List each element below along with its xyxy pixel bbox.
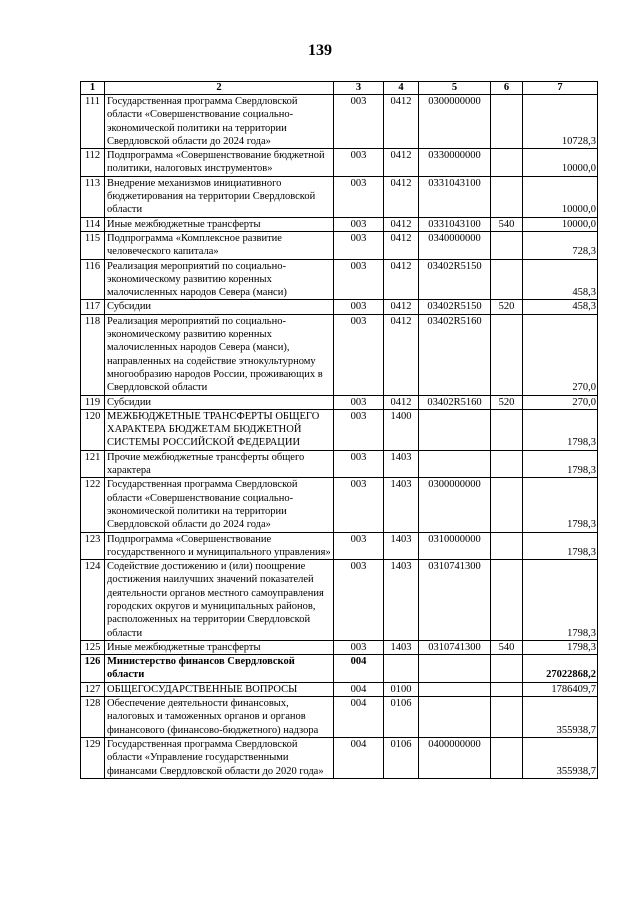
row-name: Прочие межбюджетные трансферты общего характера [105, 450, 334, 478]
col-header-3: 3 [334, 82, 384, 95]
table-row [81, 640, 598, 654]
row-name: Содействие достижению и (или) поощрение достижения наилучших значений показателей деятельности органов местного самоуправления городских округов и муниципальных районов, расположенных на территории Свердловской области [105, 560, 334, 641]
row-number: 122 [81, 478, 105, 532]
row-name: Внедрение механизмов инициативного бюджетирования на территории Свердловской области [105, 176, 334, 217]
row-code-3: 003 [334, 532, 384, 560]
row-code-5: 03402R5150 [419, 300, 491, 314]
row-number: 115 [81, 231, 105, 259]
row-code-6 [491, 560, 523, 641]
row-code-5: 03402R5150 [419, 259, 491, 300]
row-code-4: 0412 [384, 300, 419, 314]
row-code-3: 003 [334, 217, 384, 231]
table-body [81, 95, 598, 779]
row-code-6 [491, 95, 523, 149]
row-code-5: 03402R5160 [419, 314, 491, 395]
row-code-6 [491, 737, 523, 778]
row-amount: 1786409,7 [523, 682, 598, 696]
row-amount: 10000,0 [523, 149, 598, 177]
row-code-5: 0331043100 [419, 176, 491, 217]
table-row [81, 231, 598, 259]
row-code-4: 1403 [384, 450, 419, 478]
row-code-4: 0412 [384, 231, 419, 259]
col-header-6: 6 [491, 82, 523, 95]
row-code-6 [491, 409, 523, 450]
row-amount: 458,3 [523, 300, 598, 314]
row-number: 118 [81, 314, 105, 395]
row-code-6 [491, 682, 523, 696]
col-header-4: 4 [384, 82, 419, 95]
row-code-5: 0300000000 [419, 95, 491, 149]
row-code-3: 003 [334, 149, 384, 177]
row-name: Государственная программа Свердловской области «Управление государственными финансами Свердловской области до 2020 года» [105, 737, 334, 778]
row-code-3: 003 [334, 176, 384, 217]
row-code-3: 003 [334, 259, 384, 300]
budget-table [80, 81, 598, 779]
table-row [81, 217, 598, 231]
row-number: 119 [81, 395, 105, 409]
row-code-3: 003 [334, 450, 384, 478]
row-code-3: 003 [334, 560, 384, 641]
row-code-4: 0412 [384, 95, 419, 149]
row-number: 126 [81, 655, 105, 683]
table-row [81, 176, 598, 217]
row-code-3: 004 [334, 737, 384, 778]
row-name: Государственная программа Свердловской области «Совершенствование социально-экономической политики на территории Свердловской области до 2024 года» [105, 478, 334, 532]
row-code-5: 0310741300 [419, 560, 491, 641]
row-code-5: 0330000000 [419, 149, 491, 177]
row-code-6 [491, 532, 523, 560]
row-code-4: 1403 [384, 478, 419, 532]
row-code-5: 0300000000 [419, 478, 491, 532]
col-header-1: 1 [81, 82, 105, 95]
row-code-5: 0310000000 [419, 532, 491, 560]
table-row [81, 149, 598, 177]
col-header-5: 5 [419, 82, 491, 95]
row-amount: 355938,7 [523, 697, 598, 738]
row-code-4: 1403 [384, 532, 419, 560]
table-row [81, 395, 598, 409]
row-code-5: 0400000000 [419, 737, 491, 778]
table-row [81, 259, 598, 300]
table-row [81, 655, 598, 683]
row-amount: 270,0 [523, 395, 598, 409]
row-amount: 728,3 [523, 231, 598, 259]
row-number: 128 [81, 697, 105, 738]
row-code-4: 0412 [384, 259, 419, 300]
row-number: 127 [81, 682, 105, 696]
row-number: 123 [81, 532, 105, 560]
row-code-4: 0100 [384, 682, 419, 696]
row-code-4: 0106 [384, 737, 419, 778]
row-amount: 10000,0 [523, 217, 598, 231]
row-amount: 1798,3 [523, 450, 598, 478]
row-code-5: 03402R5160 [419, 395, 491, 409]
table-row [81, 697, 598, 738]
row-name: Подпрограмма «Комплексное развитие человеческого капитала» [105, 231, 334, 259]
row-code-4: 0412 [384, 176, 419, 217]
row-code-4: 0106 [384, 697, 419, 738]
row-code-3: 003 [334, 395, 384, 409]
row-code-6 [491, 231, 523, 259]
row-code-4 [384, 655, 419, 683]
row-code-4: 0412 [384, 217, 419, 231]
row-number: 114 [81, 217, 105, 231]
row-code-6 [491, 149, 523, 177]
row-name: Реализация мероприятий по социально-экономическому развитию коренных малочисленных народов Севера (манси) [105, 259, 334, 300]
table-row [81, 95, 598, 149]
row-amount: 27022868,2 [523, 655, 598, 683]
table-row [81, 682, 598, 696]
row-code-3: 003 [334, 300, 384, 314]
row-name: Подпрограмма «Совершенствование государственного и муниципального управления» [105, 532, 334, 560]
row-code-3: 004 [334, 697, 384, 738]
table-row [81, 409, 598, 450]
row-code-6: 520 [491, 395, 523, 409]
row-code-5 [419, 697, 491, 738]
row-code-6 [491, 450, 523, 478]
row-number: 117 [81, 300, 105, 314]
row-name: Подпрограмма «Совершенствование бюджетной политики, налоговых инструментов» [105, 149, 334, 177]
row-code-4: 0412 [384, 314, 419, 395]
table-row [81, 737, 598, 778]
row-code-3: 003 [334, 95, 384, 149]
row-number: 120 [81, 409, 105, 450]
row-code-5: 0331043100 [419, 217, 491, 231]
row-code-5 [419, 409, 491, 450]
table-row [81, 300, 598, 314]
row-code-4: 0412 [384, 395, 419, 409]
table-row [81, 478, 598, 532]
row-code-3: 003 [334, 314, 384, 395]
row-amount: 458,3 [523, 259, 598, 300]
row-number: 112 [81, 149, 105, 177]
row-code-3: 003 [334, 231, 384, 259]
row-code-5: 0340000000 [419, 231, 491, 259]
row-code-5 [419, 682, 491, 696]
row-name: Субсидии [105, 300, 334, 314]
row-name: МЕЖБЮДЖЕТНЫЕ ТРАНСФЕРТЫ ОБЩЕГО ХАРАКТЕРА БЮДЖЕТАМ БЮДЖЕТНОЙ СИСТЕМЫ РОССИЙСКОЙ ФЕДЕРАЦИИ [105, 409, 334, 450]
page-number: 139 [308, 42, 332, 59]
row-number: 121 [81, 450, 105, 478]
row-code-6 [491, 655, 523, 683]
col-header-7: 7 [523, 82, 598, 95]
row-name: Иные межбюджетные трансферты [105, 217, 334, 231]
row-code-6: 540 [491, 217, 523, 231]
row-amount: 1798,3 [523, 409, 598, 450]
row-amount: 355938,7 [523, 737, 598, 778]
row-name: Иные межбюджетные трансферты [105, 640, 334, 654]
table-row [81, 532, 598, 560]
row-name: ОБЩЕГОСУДАРСТВЕННЫЕ ВОПРОСЫ [105, 682, 334, 696]
row-name: Обеспечение деятельности финансовых, налоговых и таможенных органов и органов финансового (финансово-бюджетного) надзора [105, 697, 334, 738]
row-name: Реализация мероприятий по социально-экономическому развитию коренных малочисленных народов Севера (манси), направленных на содействие этнокультурному многообразию народов России, проживающих в Свердловской области [105, 314, 334, 395]
row-code-3: 003 [334, 478, 384, 532]
row-number: 111 [81, 95, 105, 149]
row-amount: 1798,3 [523, 478, 598, 532]
row-code-5: 0310741300 [419, 640, 491, 654]
row-number: 129 [81, 737, 105, 778]
row-code-3: 003 [334, 640, 384, 654]
row-code-6 [491, 259, 523, 300]
row-amount: 10728,3 [523, 95, 598, 149]
row-amount: 1798,3 [523, 560, 598, 641]
row-number: 116 [81, 259, 105, 300]
row-code-3: 003 [334, 409, 384, 450]
row-amount: 1798,3 [523, 640, 598, 654]
table-row [81, 560, 598, 641]
row-code-6: 520 [491, 300, 523, 314]
row-amount: 1798,3 [523, 532, 598, 560]
col-header-2: 2 [105, 82, 334, 95]
row-code-3: 004 [334, 655, 384, 683]
row-code-6 [491, 478, 523, 532]
row-amount: 10000,0 [523, 176, 598, 217]
row-name: Государственная программа Свердловской области «Совершенствование социально-экономической политики на территории Свердловской области до 2024 года» [105, 95, 334, 149]
row-number: 113 [81, 176, 105, 217]
row-name: Субсидии [105, 395, 334, 409]
row-amount: 270,0 [523, 314, 598, 395]
table-row [81, 314, 598, 395]
table-row [81, 450, 598, 478]
row-number: 125 [81, 640, 105, 654]
row-code-4: 1400 [384, 409, 419, 450]
row-name: Министерство финансов Свердловской области [105, 655, 334, 683]
row-code-5 [419, 450, 491, 478]
row-code-4: 1403 [384, 560, 419, 641]
row-code-5 [419, 655, 491, 683]
row-code-6 [491, 314, 523, 395]
row-code-3: 004 [334, 682, 384, 696]
row-code-6: 540 [491, 640, 523, 654]
row-number: 124 [81, 560, 105, 641]
row-code-6 [491, 176, 523, 217]
row-code-4: 0412 [384, 149, 419, 177]
row-code-4: 1403 [384, 640, 419, 654]
row-code-6 [491, 697, 523, 738]
header-row [81, 82, 598, 95]
